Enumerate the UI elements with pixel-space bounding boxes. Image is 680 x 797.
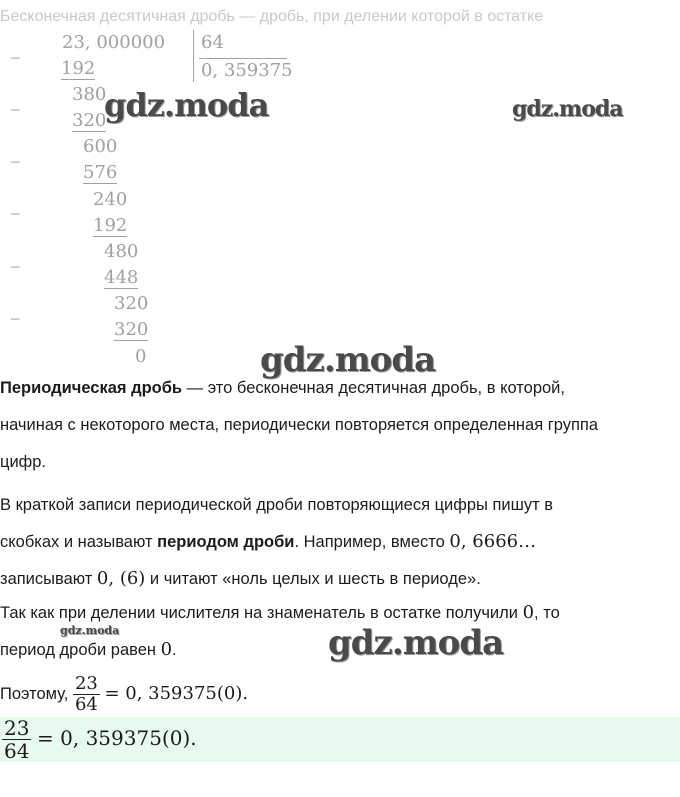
division-step: 448 [104,267,139,288]
math-expression: = 0, 359375(0). [37,726,197,750]
text: Поэтому, [0,685,73,703]
term-bold: периодом дроби [157,533,295,551]
fraction-denominator: 64 [4,739,30,764]
paragraph-line: цифр. [0,453,47,471]
text: — это бесконечная десятичная дробь, в которой, [182,379,565,397]
text: период дроби равен [0,641,161,659]
watermark: gdz.moda [512,96,623,122]
math-expression: 0 [160,639,173,660]
division-step: 320 [114,319,149,340]
minus-sign: − [10,152,21,172]
paragraph-line [0,603,560,623]
fraction-numerator: 23 [4,716,30,741]
watermark: gdz.moda [328,623,504,663]
minus-sign: − [10,100,21,120]
text: записывают [0,570,97,588]
division-step: 576 [83,162,118,183]
math-expression: 0, 6666… [449,531,537,552]
division-remainder: 0 [135,346,147,367]
division-step: 480 [104,241,139,262]
text: скобках и называют [0,533,158,551]
divisor: 64 [201,32,224,53]
text: Так как при делении числителя на знаменатель в остатке получили [0,604,523,622]
fraction-denominator: 64 [74,694,98,716]
text: , то [534,604,560,622]
answer-content [2,713,197,764]
fraction-numerator: 23 [74,673,98,695]
paragraph-line [0,672,248,716]
fraction [73,674,100,715]
division-step: 320 [72,110,107,131]
fraction [2,717,31,762]
long-division [0,30,680,370]
paragraph-line: В краткой записи периодической дроби повторяющиеся цифры пишут в [0,496,553,514]
division-vertical-bar [193,30,194,82]
watermark: gdz.moda [260,340,436,380]
minus-sign: − [10,309,21,329]
division-step: 600 [83,136,118,157]
minus-sign: − [10,48,21,68]
text: . Например, вместо [294,533,450,551]
header-line: Бесконечная десятичная дробь — дробь, при делении которой в остатке [0,8,544,25]
division-step: 380 [72,84,107,105]
watermark: gdz.moda [60,624,120,637]
paragraph-line [0,378,565,398]
term-bold: Периодическая дробь [0,379,183,397]
answer-box [0,717,680,762]
watermark: gdz.moda [104,86,269,124]
division-horizontal-bar [199,58,287,59]
paragraph-line [0,640,177,660]
division-step: 192 [61,58,96,79]
text: . [172,641,177,659]
minus-sign: − [10,204,21,224]
paragraph-line [0,532,536,552]
text: и читают «ноль целых и шесть в периоде». [145,570,481,588]
division-step: 320 [114,293,149,314]
paragraph-line: начиная с некоторого места, периодически повторяется определенная группа [0,416,599,434]
minus-sign: − [10,257,21,277]
division-step: 192 [93,215,128,236]
paragraph-line [0,569,481,589]
quotient: 0, 359375 [201,60,293,81]
math-expression: 0 [522,602,535,623]
math-expression: 0, (6) [96,568,146,589]
math-expression: = 0, 359375(0). [104,683,249,704]
dividend: 23, 000000 [62,32,166,53]
division-step: 240 [93,189,128,210]
